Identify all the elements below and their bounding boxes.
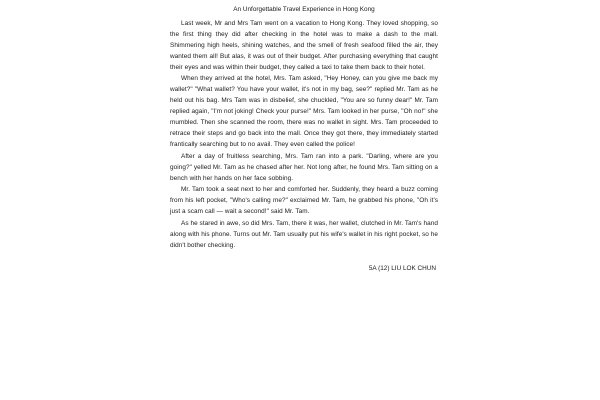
paragraph-4: Mr. Tam took a seat next to her and comforted her. Suddenly, they heard a buzz coming from his left pocket, "Who's calling me?" exclaimed Mr. Tam, he grabbed his phone, "Oh it's just a scam call — wait a second!" said Mr. Tam. — [170, 186, 438, 216]
document-title: An Unforgettable Travel Experience in Hong Kong — [233, 6, 375, 13]
paragraph-1: Last week, Mr and Mrs Tam went on a vacation to Hong Kong. They loved shopping, so the first thing they did after checking in the hotel was to make a dash to the mall. Shimmering high heels, shining watches, and the smell of fresh seafood filled the air, they wanted them all! But alas, it was out of their budget. After purchasing everything that caught their eyes and was within their budget, they called a taxi to take them back to their hotel. — [170, 19, 438, 71]
document-text-column — [170, 6, 438, 275]
paragraph-2: When they arrived at the hotel, Mrs. Tam asked, "Hey Honey, can you give me back my wallet?" "What wallet? You have your wallet, it's not in my bag, see?" replied Mr. Tam as he held out his bag. Mrs Tam was in disbelief, she chuckled, "You are so funny dear!" Mr. Tam replied again, "I'm not joking! Check your purse!" Mrs. Tam looked in her purse, "Oh no!" she mumbled. Then she scanned the room, there was no wallet in sight. Mrs. Tam proceeded to retrace their steps and go back into the mall. Once they got there, they immediately started frantically searching but to no avail. They even called the police! — [170, 75, 438, 149]
author-byline: 5A (12) LIU LOK CHUN — [368, 264, 436, 272]
paragraph-3: After a day of fruitless searching, Mrs. Tam ran into a park. "Darling, where are you going?" yelled Mr. Tam as he chased after her. Not long after, he found Mrs. Tam sitting on a bench with her hands on her face sobbing. — [170, 152, 438, 182]
paragraph-5: As he stared in awe, so did Mrs. Tam, there it was, her wallet, clutched in Mr. Tam's hand along with his phone. Turns out Mr. Tam usually put his wife's wallet in his right pocket, so he didn't bother checking. — [170, 219, 438, 249]
